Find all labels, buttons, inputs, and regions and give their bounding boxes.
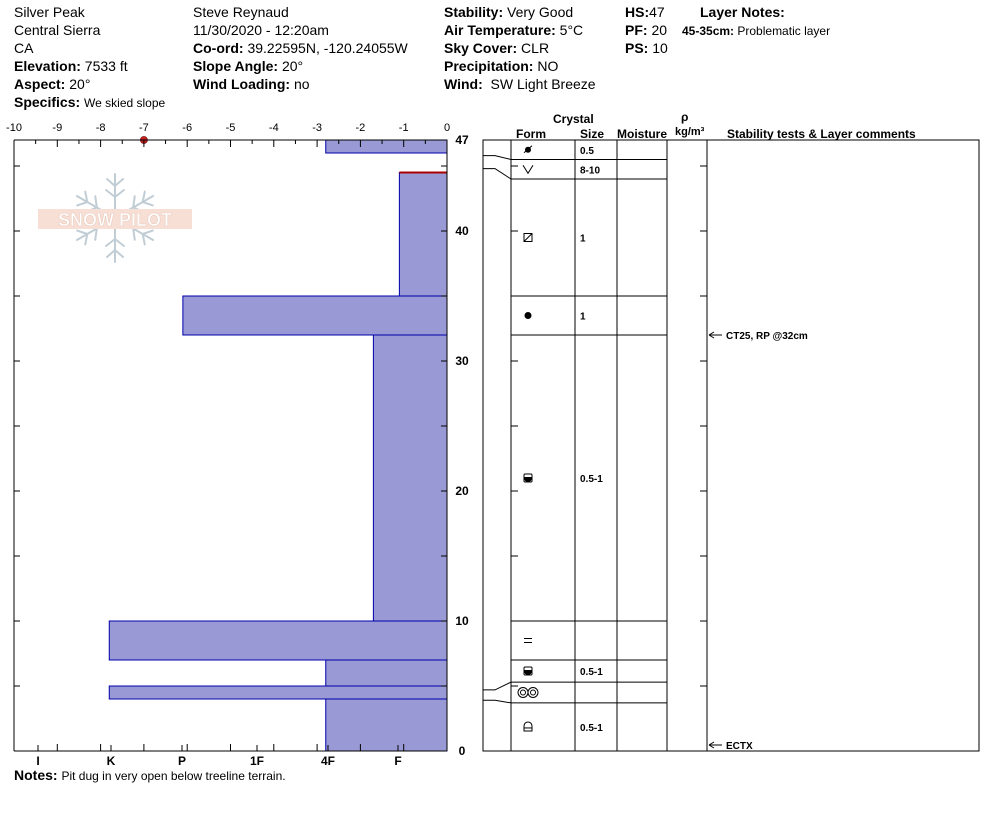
grain-size: 0.5-1: [580, 474, 603, 485]
layer-note-text: Problematic layer: [737, 24, 831, 38]
stability-test: CT25, RP @32cm: [726, 331, 808, 342]
depth-tick-label: 0: [458, 744, 466, 758]
notes-label: Notes:: [14, 767, 58, 783]
temp-tick-label: -9: [52, 122, 63, 134]
datetime: 11/30/2020 - 12:20am: [193, 22, 329, 38]
grain-ring: [528, 688, 538, 698]
grain-rounding-facet-icon: [524, 667, 532, 675]
grain-size: 8-10: [580, 165, 601, 177]
specifics-value: We skied slope: [84, 96, 166, 110]
snowpilot-logo: [38, 174, 192, 262]
layer-note-range: 45-35cm:: [682, 24, 735, 38]
temp-tick-label: -7: [139, 122, 149, 134]
hardness-tick-label: P: [177, 754, 187, 768]
depth-tick-label: 30: [455, 354, 469, 368]
grain-dot-icon: [525, 312, 532, 319]
grain-ring: [518, 688, 528, 698]
grain-crust-icon: [524, 639, 532, 643]
col-moisture: Moisture: [617, 127, 668, 141]
temp-tick-label: -2: [355, 122, 366, 134]
wind-value: SW Light Breeze: [490, 76, 596, 92]
location: Silver Peak: [14, 4, 85, 20]
coord-value: 39.22595N, -120.24055W: [247, 40, 408, 56]
temp-tick-label: -10: [6, 122, 22, 134]
depth-tick-label: 47: [455, 133, 469, 147]
elevation-value: 7533 ft: [84, 58, 128, 74]
coord-label: Co-ord:: [193, 40, 244, 56]
hardness-bar: [109, 686, 447, 699]
slope-label: Slope Angle:: [193, 58, 279, 74]
grain-half: [524, 477, 532, 482]
col-form: Form: [516, 127, 546, 141]
precip-value: NO: [537, 58, 559, 74]
table-frame: [483, 140, 979, 751]
grain-facet-square-icon: [524, 234, 532, 242]
ps-label: PS:: [625, 40, 649, 56]
stability-value: Very Good: [507, 4, 574, 20]
grain-diagonal: [524, 234, 532, 242]
grain-ring-inner: [531, 690, 536, 695]
pf-label: PF:: [625, 22, 648, 38]
hs-value: 47: [649, 4, 665, 20]
grain-size: 1: [580, 233, 586, 245]
grain-half: [524, 670, 532, 675]
stability-label: Stability:: [444, 4, 504, 20]
depth-tick-label: 10: [455, 614, 469, 628]
col-rho: ρ: [681, 110, 689, 124]
ps-value: 10: [652, 40, 668, 56]
observer: Steve Reynaud: [193, 4, 289, 20]
logo-text: SNOW PILOT: [58, 210, 172, 230]
depth-tick-label: 40: [455, 224, 469, 238]
grain-size: 0.5-1: [580, 722, 603, 734]
hardness-bar: [326, 660, 447, 686]
col-size: Size: [580, 127, 605, 141]
air-temp-value: 5°C: [559, 22, 584, 38]
temp-tick-label: -5: [225, 122, 236, 134]
col-stability: Stability tests & Layer comments: [727, 127, 916, 141]
wind-loading-value: no: [293, 76, 310, 92]
aspect-label: Aspect:: [14, 76, 66, 92]
depth-tick-label: 20: [455, 484, 469, 498]
air-temp-label: Air Temperature:: [444, 22, 556, 38]
hardness-tick-label: 4F: [320, 754, 336, 768]
temp-tick-label: -6: [182, 122, 193, 134]
hs-label: HS:: [625, 4, 650, 20]
temp-tick-label: 0: [443, 122, 451, 134]
grain-melt-clusters-icon: [518, 688, 538, 698]
hardness-bar: [399, 173, 447, 297]
slope-value: 20°: [281, 58, 304, 74]
arrow-icon: [709, 332, 722, 338]
grain-surface-hoar-icon: [523, 165, 533, 173]
col-crystal: Crystal: [553, 112, 594, 126]
grain-size: 0.5-1: [580, 667, 603, 679]
range: Central Sierra: [14, 22, 101, 38]
grain-size: 1: [580, 311, 586, 323]
pf-value: 20: [651, 22, 668, 38]
wind-loading-label: Wind Loading:: [193, 76, 291, 92]
hardness-tick-label: F: [394, 754, 402, 768]
hardness-tick-label: I: [36, 754, 40, 768]
boundary-connector: [483, 156, 511, 160]
sky-value: CLR: [521, 40, 550, 56]
layer-notes-label: Layer Notes:: [700, 4, 785, 20]
arrow-icon: [709, 742, 722, 748]
hardness-bar: [373, 335, 447, 621]
grain-rounding-facet-icon: [524, 474, 532, 482]
grain-v: [523, 165, 533, 173]
hardness-tick-label: 1F: [249, 754, 265, 768]
grain-faceted-rounding-icon: [524, 722, 532, 731]
elevation-label: Elevation:: [14, 58, 81, 74]
hardness-bar: [326, 140, 447, 153]
hardness-bar: [183, 296, 447, 335]
temp-tick-label: -1: [398, 122, 409, 134]
boundary-connector: [483, 682, 511, 690]
specifics-label: Specifics:: [14, 94, 81, 110]
grain-decomp-icon: [524, 146, 532, 153]
precip-label: Precipitation:: [444, 58, 534, 74]
boundary-connector: [483, 700, 511, 703]
boundary-connector: [483, 169, 511, 179]
layer-table: [483, 140, 979, 752]
hardness-tick-label: K: [106, 754, 116, 768]
notes-row: [14, 766, 286, 785]
notes-text: Pit dug in very open below treeline terrain.: [61, 769, 286, 783]
temp-tick-label: -3: [312, 122, 322, 134]
grain-arch: [524, 722, 532, 731]
grain-ring-inner: [521, 690, 526, 695]
aspect-value: 20°: [69, 76, 91, 92]
grain-filled-circle: [525, 312, 532, 319]
col-density-unit: kg/m³: [675, 126, 705, 138]
temp-tick-label: -4: [268, 122, 279, 134]
wind-label: Wind:: [444, 76, 483, 92]
hardness-bar: [326, 699, 447, 751]
temp-tick-label: -8: [95, 122, 106, 134]
grain-size: 0.5: [580, 145, 594, 157]
hardness-bar: [109, 621, 447, 660]
sky-label: Sky Cover:: [444, 40, 518, 56]
state: CA: [14, 40, 34, 56]
stability-test: ECTX: [726, 741, 753, 752]
